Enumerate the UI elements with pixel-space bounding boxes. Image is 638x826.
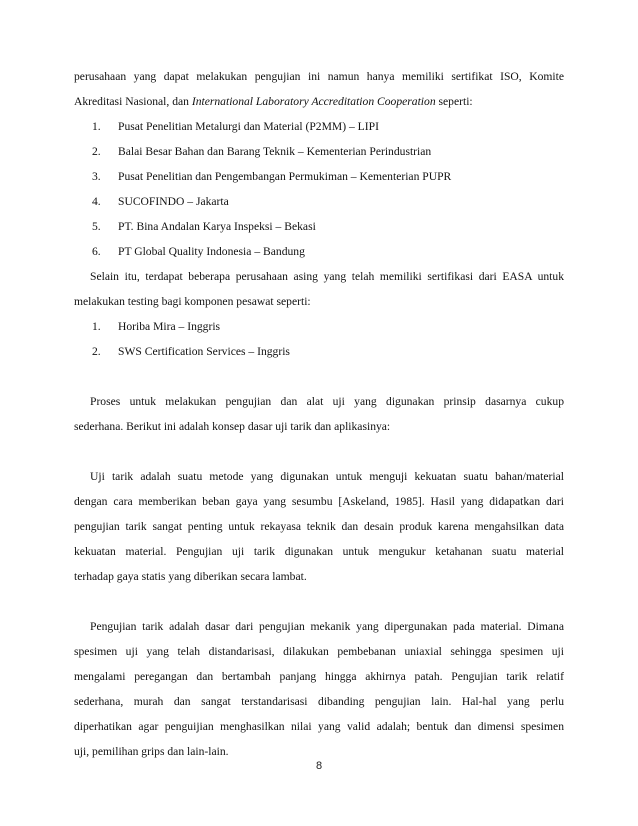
list-item-number: 1. <box>92 120 101 133</box>
testing-paragraph <box>74 614 564 764</box>
tensile-line-5: terhadap gaya statis yang diberikan secara lambat. <box>74 570 307 583</box>
tensile-line-4: kekuatan material. Pengujian uji tarik digunakan untuk mengukur ketahanan suatu material <box>74 545 564 558</box>
list-item-number: 5. <box>92 220 101 233</box>
list-item <box>74 214 564 239</box>
list-item-text: Horiba Mira – Inggris <box>118 320 221 333</box>
list-item-text: Pusat Penelitian Metalurgi dan Material (P2MM) – LIPI <box>118 120 379 133</box>
list-item-number: 6. <box>92 245 101 258</box>
list-item <box>74 339 564 364</box>
intro-line-2-pre: Akreditasi Nasional, dan <box>74 95 192 108</box>
list-item-number: 1. <box>92 320 101 333</box>
process-line-1: Proses untuk melakukan pengujian dan alat uji yang digunakan prinsip dasarnya cukup <box>90 395 564 408</box>
list-item-number: 2. <box>92 345 101 358</box>
intro-paragraph <box>74 64 564 114</box>
list-item-number: 4. <box>92 195 101 208</box>
document-page <box>74 64 564 764</box>
list-item-text: Balai Besar Bahan dan Barang Teknik – Kementerian Perindustrian <box>118 145 432 158</box>
testing-line-3: mengalami peregangan dan bertambah panjang hingga akhirnya patah. Pengujian tarik relatif <box>74 670 564 683</box>
tensile-line-2: dengan cara memberikan beban gaya yang sesumbu [Askeland, 1985]. Hasil yang didapatkan dari <box>74 495 564 508</box>
process-paragraph <box>74 389 564 439</box>
list-item-number: 2. <box>92 145 101 158</box>
testing-line-5: diperhatikan agar penguijian menghasilkan nilai yang valid adalah; bentuk dan dimensi spesimen <box>74 720 564 733</box>
domestic-lab-list <box>74 114 564 264</box>
testing-line-1: Pengujian tarik adalah dasar dari pengujian mekanik yang dipergunakan pada material. Dimana <box>90 620 564 633</box>
list-item-number: 3. <box>92 170 101 183</box>
list-item <box>74 114 564 139</box>
foreign-lab-list <box>74 314 564 364</box>
list-item <box>74 139 564 164</box>
list-item-text: SUCOFINDO – Jakarta <box>118 195 229 208</box>
paragraph-gap <box>74 589 564 614</box>
intro-line-1: perusahaan yang dapat melakukan pengujian ini namun hanya memiliki sertifikat ISO, Komite <box>74 70 564 83</box>
tensile-paragraph <box>74 464 564 589</box>
easa-line-1: Selain itu, terdapat beberapa perusahaan asing yang telah memiliki sertifikasi dari EASA untuk <box>90 270 564 283</box>
list-item-text: Pusat Penelitian dan Pengembangan Permukiman – Kementerian PUPR <box>118 170 452 183</box>
easa-paragraph <box>74 264 564 314</box>
process-line-2: sederhana. Berikut ini adalah konsep dasar uji tarik dan aplikasinya: <box>74 420 391 433</box>
list-item <box>74 189 564 214</box>
easa-line-2: melakukan testing bagi komponen pesawat seperti: <box>74 295 311 308</box>
list-item-text: PT Global Quality Indonesia – Bandung <box>118 245 305 258</box>
paragraph-gap <box>74 439 564 464</box>
tensile-line-3: pengujian tarik sangat penting untuk rekayasa teknik dan desain produk karena mengahsilkan data <box>74 520 564 533</box>
testing-line-4: sederhana, murah dan sangat terstandarisasi dibanding pengujian lain. Hal-hal yang perlu <box>74 695 564 708</box>
list-item <box>74 239 564 264</box>
intro-line-2-post: seperti: <box>435 95 473 108</box>
testing-line-2: spesimen uji yang telah distandarisasi, dilakukan pembebanan uniaxial sehingga spesimen uji <box>74 645 564 658</box>
list-item-text: SWS Certification Services – Inggris <box>118 345 290 358</box>
testing-line-6: uji, pemilihan grips dan lain-lain. <box>74 745 229 758</box>
intro-line-2-italic: International Laboratory Accreditation Cooperation <box>191 95 436 108</box>
paragraph-gap <box>74 364 564 389</box>
list-item-text: PT. Bina Andalan Karya Inspeksi – Bekasi <box>118 220 316 233</box>
intro-line-2 <box>74 89 564 114</box>
page-number: 8 <box>315 760 323 772</box>
list-item <box>74 314 564 339</box>
list-item <box>74 164 564 189</box>
tensile-line-1: Uji tarik adalah suatu metode yang digunakan untuk menguji kekuatan suatu bahan/material <box>90 470 564 483</box>
